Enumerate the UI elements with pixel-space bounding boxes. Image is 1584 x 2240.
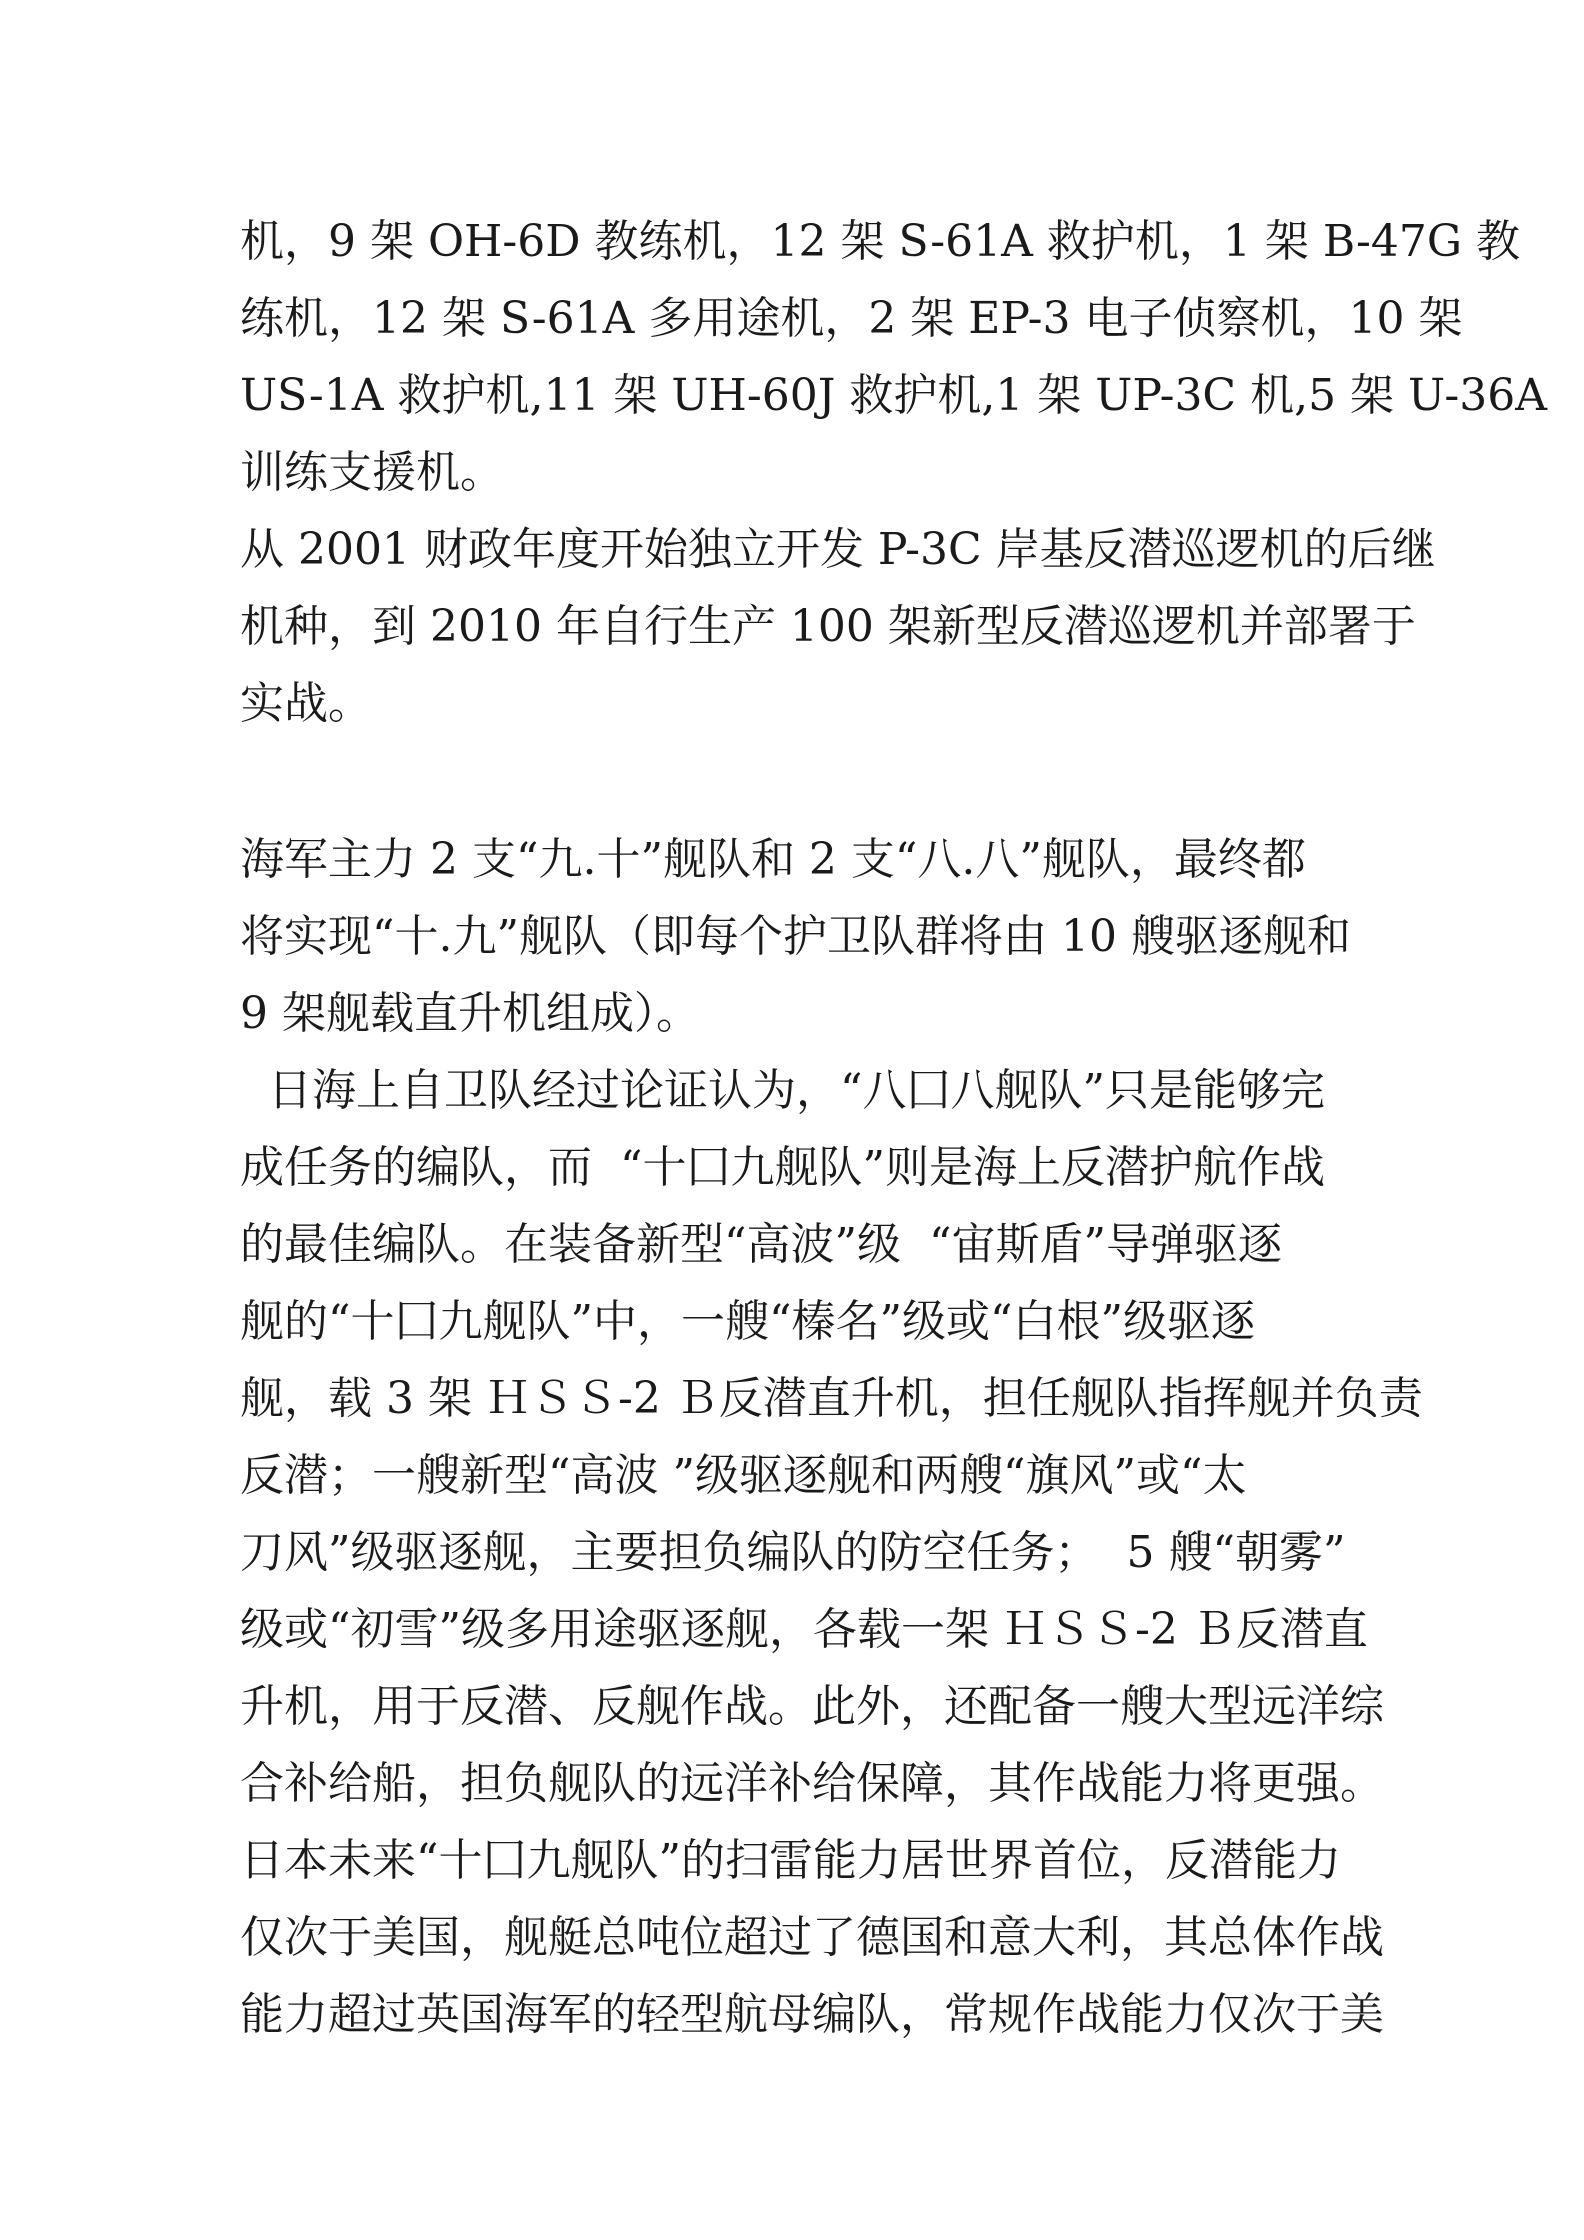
text-line: 日本未来“十囗九舰队”的扫雷能力居世界首位，反潜能力: [240, 1835, 1341, 1886]
text-line: 舰的“十囗九舰队”中，一艘“榛名”级或“白根”级驱逐: [240, 1296, 1255, 1347]
text-line: 机种，到 2010 年自行生产 100 架新型反潜巡逻机并部署于: [240, 601, 1416, 652]
text-line: 实战。: [240, 678, 372, 729]
text-line: 反潜；一艘新型“高波 ”级驱逐舰和两艘“旗风”或“太: [240, 1450, 1247, 1501]
text-line: 能力超过英国海军的轻型航母编队，常规作战能力仅次于美: [240, 1989, 1384, 2040]
text-line: 成任务的编队，而 “十囗九舰队”则是海上反潜护航作战: [240, 1142, 1325, 1193]
text-line: 升机，用于反潜、反舰作战。此外，还配备一艘大型远洋综: [240, 1681, 1384, 1732]
text-line: 合补给船，担负舰队的远洋补给保障，其作战能力将更强。: [240, 1758, 1384, 1809]
text-line: 从 2001 财政年度开始独立开发 P-3C 岸基反潜巡逻机的后继: [240, 524, 1436, 575]
text-line: 仅次于美国，舰艇总吨位超过了德国和意大利，其总体作战: [240, 1912, 1384, 1963]
text-line: 将实现“十.九”舰队（即每个护卫队群将由 10 艘驱逐舰和: [240, 911, 1351, 962]
text-line: 机，9 架 OH-6D 教练机，12 架 S-61A 救护机，1 架 B-47G 教: [240, 216, 1520, 267]
text-line: 日海上自卫队经过论证认为，“八囗八舰队”只是能够完: [240, 1065, 1325, 1116]
text-line: 练机，12 架 S-61A 多用途机，2 架 EP-3 电子侦察机，10 架: [240, 293, 1463, 344]
text-line: 舰，载 3 架 ＨＳＳ-2 Ｂ反潜直升机，担任舰队指挥舰并负责: [240, 1373, 1423, 1424]
text-line: 级或“初雪”级多用途驱逐舰，各载一架 ＨＳＳ-2 Ｂ反潜直: [240, 1604, 1368, 1655]
text-line: 刀风”级驱逐舰，主要担负编队的防空任务； 5 艘“朝雾”: [240, 1527, 1346, 1578]
text-line: US-1A 救护机,11 架 UH-60J 救护机,1 架 UP-3C 机,5 架 U-36A: [240, 370, 1547, 421]
text-line: 9 架舰载直升机组成）。: [240, 988, 700, 1039]
text-line: 训练支援机。: [240, 447, 504, 498]
text-line: 的最佳编队。在装备新型“高波”级 “宙斯盾”导弹驱逐: [240, 1219, 1282, 1270]
text-line: 海军主力 2 支“九.十”舰队和 2 支“八.八”舰队，最终都: [240, 834, 1306, 885]
